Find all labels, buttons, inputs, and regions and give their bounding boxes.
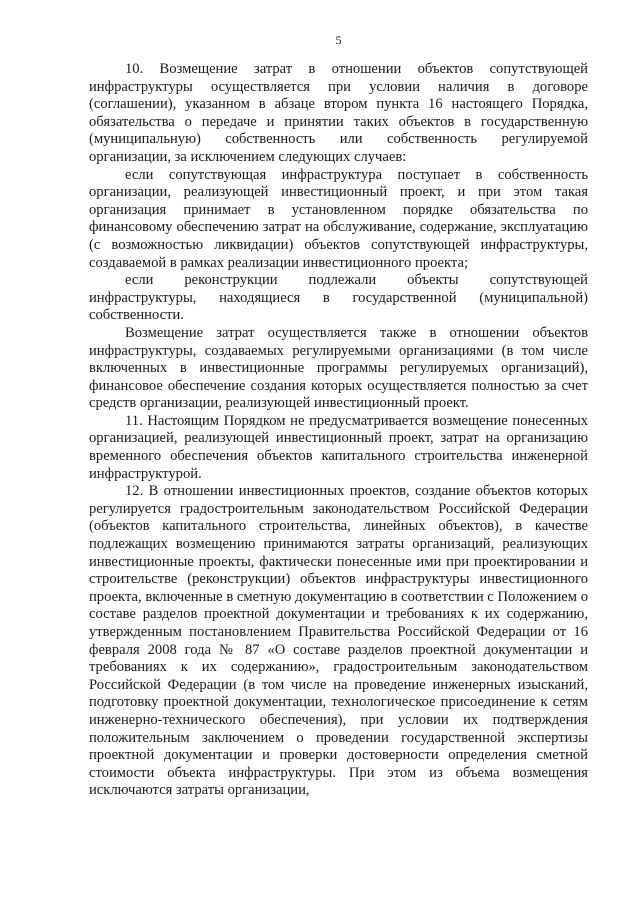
- page-number: 5: [335, 33, 342, 47]
- paragraph-11: 11. Настоящим Порядком не предусматривается возмещение понесенных организацией, реализующей инвестиционный проект, затрат на организацию временного обеспечения объектов капитального строительства инженерной инфраструктурой.: [89, 412, 588, 482]
- paragraph-reimbursement: Возмещение затрат осуществляется также в отношении объектов инфраструктуры, создаваемых регулируемыми организациями (в том числе включенных в инвестиционные программы регулируемых организаций), финансовое обеспечение создания которых осуществляется полностью за счет средств организации, реализующей инвестиционный проект.: [89, 324, 588, 412]
- paragraph-10: 10. Возмещение затрат в отношении объектов сопутствующей инфраструктуры осуществляется при условии наличия в договоре (соглашении), указанном в абзаце втором пункта 16 настоящего Порядка, обязательства о передаче и принятии таких объектов в государственную (муниципальную) собственность или собственность регулируемой организации, за исключением следующих случаев:: [89, 61, 588, 165]
- paragraph-exception-2: если реконструкции подлежали объекты сопутствующей инфраструктуры, находящиеся в государственной (муниципальной) собственности.: [89, 272, 588, 324]
- paragraph-12: 12. В отношении инвестиционных проектов, создание объектов которых регулируется градостроительным законодательством Российской Федерации (объектов капитального строительства, линейных объектов), в качестве подлежащих возмещению принимаются затраты организаций, реализующих инвестиционные проекты, фактически понесенные ими при проектировании и строительстве (реконструкции) объектов инфраструктуры инвестиционного проекта, включенные в сметную документацию в соответствии с Положением о составе разделов проектной документации и требованиях к их содержанию, утвержденным постановлением Правительства Российской Федерации от 16 февраля 2008 года № 87 «О составе разделов проектной документации и требованиях к их содержанию», градостроительным законодательством Российской Федерации (в том числе на проведение инженерных изысканий, подготовку проектной документации, технологическое присоединение к сетям инженерно-технического обеспечения), при условии их подтверждения положительным заключением о проведении государственной экспертизы проектной документации и проверки достоверности определения сметной стоимости объекта инфраструктуры. При этом из объема возмещения исключаются затраты организации,: [89, 483, 588, 799]
- paragraph-exception-1: если сопутствующая инфраструктура поступает в собственность организации, реализующей инвестиционный проект, и при этом такая организация принимает в установленном порядке обязательства по финансовому обеспечению затрат на обслуживание, содержание, эксплуатацию (с возможностью ликвидации) объектов сопутствующей инфраструктуры, создаваемой в рамках реализации инвестиционного проекта;: [89, 166, 588, 271]
